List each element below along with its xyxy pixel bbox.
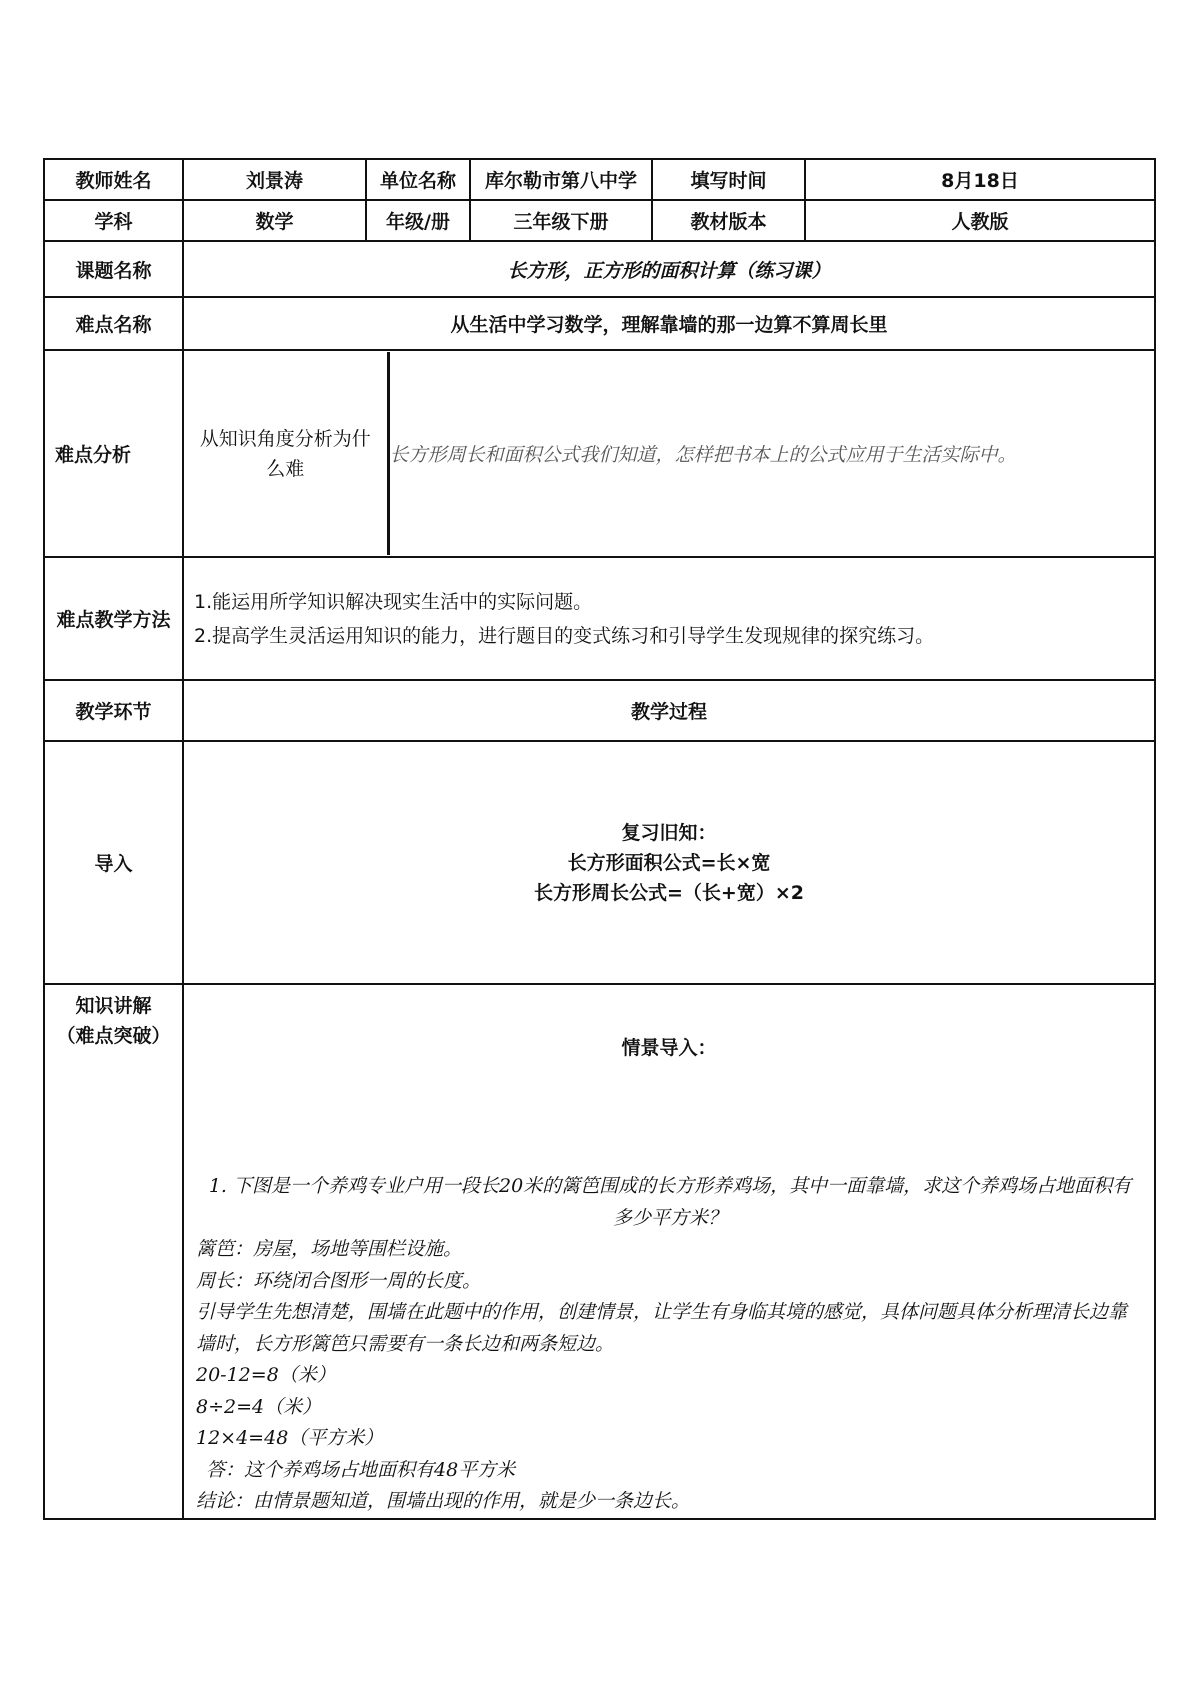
analysis-sub-label: 从知识角度分析为什么难 [184,352,388,555]
analysis-label: 难点分析 [44,350,183,557]
unit-value: 库尔勒市第八中学 [470,159,652,200]
subject-label: 学科 [44,200,183,241]
knowledge-content [183,984,1155,1519]
difficulty-value: 从生活中学习数学，理解靠墙的那一边算不算周长里 [183,297,1155,350]
analysis-text: 长方形周长和面积公式我们知道，怎样把书本上的公式应用于生活实际中。 [389,444,1017,466]
method-label: 难点教学方法 [44,557,183,680]
calc-step: 20-12=8（米） [196,1364,336,1386]
knowledge-label-line2: （难点突破） [56,1025,171,1047]
knowledge-body [184,1095,1154,1518]
process-stage-label: 教学环节 [44,680,183,741]
header-row-2 [44,200,1155,241]
scenario-heading: 情景导入： [621,1037,717,1059]
process-header-row [44,680,1155,741]
intro-row [44,741,1155,984]
grade-label: 年级/册 [366,200,470,241]
teacher-label: 教师姓名 [44,159,183,200]
answer-text: 答：这个养鸡场占地面积有48平方米 [206,1458,516,1481]
edition-value: 人教版 [805,200,1155,241]
method-content [183,557,1155,680]
unit-label: 单位名称 [366,159,470,200]
method-row [44,557,1155,680]
definition-fence: 篱笆：房屋，场地等围栏设施。 [196,1238,463,1260]
edition-label: 教材版本 [652,200,805,241]
analysis-cell [183,350,1155,557]
analysis-inner [184,352,1154,555]
perimeter-formula: 长方形周长公式=（长+宽）×2 [534,881,804,904]
method-item: 2.提高学生灵活运用知识的能力，进行题目的变式练习和引导学生发现规律的探究练习。 [194,624,935,647]
calc-step: 12×4=48（平方米） [196,1427,384,1449]
subject-value: 数学 [183,200,366,241]
knowledge-row [44,984,1155,1519]
process-label: 教学过程 [183,680,1155,741]
calc-step: 8÷2=4（米） [196,1395,322,1418]
conclusion-text: 结论：由情景题知道，围墙出现的作用，就是少一条边长。 [196,1490,691,1512]
difficulty-row [44,297,1155,350]
teacher-value: 刘景涛 [183,159,366,200]
question-text: 1. 下图是一个养鸡专业户用一段长20米的篱笆围成的长方形养鸡场，其中一面靠墙，求这个养鸡场占地面积有多少平方米？ [208,1175,1132,1229]
intro-label: 导入 [44,741,183,984]
guidance-text: 引导学生先想清楚，围墙在此题中的作用，创建情景，让学生有身临其境的感觉，具体问题具体分析理清长边靠墙时，长方形篱笆只需要有一条长边和两条短边。 [196,1301,1128,1355]
knowledge-label-line1: 知识讲解 [75,995,152,1017]
area-formula: 长方形面积公式=长×宽 [567,851,771,874]
topic-value: 长方形，正方形的面积计算（练习课） [183,241,1155,297]
date-label: 填写时间 [652,159,805,200]
method-item: 1.能运用所学知识解决现实生活中的实际问题。 [194,590,593,613]
definition-perimeter: 周长：环绕闭合图形一周的长度。 [196,1269,482,1292]
review-heading: 复习旧知： [621,821,717,844]
knowledge-label [44,984,183,1519]
topic-label: 课题名称 [44,241,183,297]
grade-value: 三年级下册 [470,200,652,241]
topic-row [44,241,1155,297]
header-row-1 [44,159,1155,200]
intro-content [183,741,1155,984]
date-value: 8月18日 [805,159,1155,200]
difficulty-label: 难点名称 [44,297,183,350]
analysis-row [44,350,1155,557]
lesson-plan-table [43,158,1156,1520]
